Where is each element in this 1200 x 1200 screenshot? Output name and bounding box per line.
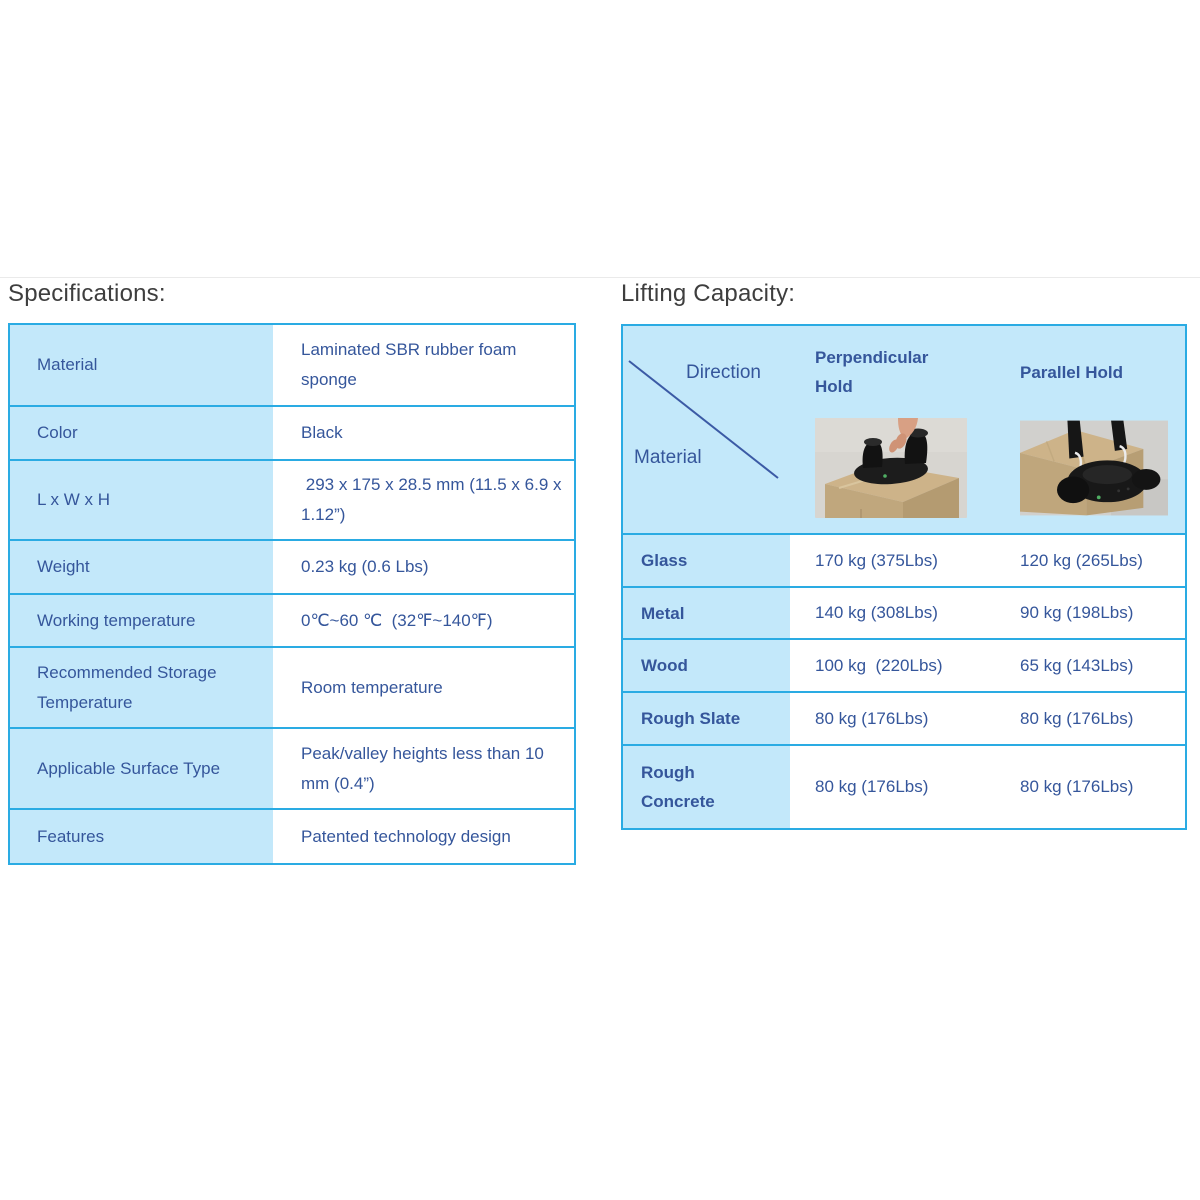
table-row [10,461,574,541]
spec-value-storage-temperature [273,648,574,727]
spec-value-color [273,407,574,459]
parallel-hold-photo [1020,418,1168,518]
cell-value: 170 kg (375Lbs) [815,550,938,570]
column-label-wrap [790,326,992,418]
table-row [10,810,574,863]
table-row [10,325,574,407]
lifting-capacity-heading: Lifting Capacity: [621,280,796,307]
row-label: Wood [641,656,688,675]
cell-value: 80 kg (176Lbs) [815,777,929,796]
row-label: Working temperature [37,610,196,630]
row-label: Metal [641,603,685,623]
metal-parallel-value [992,588,1185,638]
cell-value: 140 kg (308Lbs) [815,603,938,622]
column-label-wrap [992,326,1185,418]
row-value: Peak/valley heights less than 10 mm (0.4”) [301,743,549,793]
spec-label-working-temperature [10,595,273,646]
spec-value-working-temperature [273,595,574,646]
wood-perpendicular-value [790,640,992,691]
spec-label-material [10,325,273,405]
row-label: L x W x H [37,490,111,509]
specifications-table [8,323,576,865]
parallel-hold-column-header [992,326,1185,533]
table-row [10,648,574,729]
rough-slate-parallel-value [992,693,1185,744]
table-row [623,693,1185,746]
column-label: Perpendicular Hold [815,348,929,396]
table-row [623,746,1185,828]
spec-value-material [273,325,574,405]
capacity-material-rough-concrete [623,746,790,828]
row-label: Glass [641,551,688,570]
table-row [623,535,1185,588]
row-label: Recommended Storage Temperature [37,662,221,712]
perpendicular-hold-photo [815,418,967,518]
row-label: Rough Concrete [641,763,715,811]
row-value: Laminated SBR rubber foam sponge [301,340,522,389]
row-label: Weight [37,557,90,576]
spec-label-weight [10,541,273,593]
spec-label-color [10,407,273,459]
row-value: 0℃~60 ℃ (32℉~140℉) [301,610,493,630]
glass-perpendicular-value [790,535,992,586]
column-label: Parallel Hold [1020,362,1123,382]
specifications-heading: Specifications: [8,280,166,307]
capacity-material-wood [623,640,790,691]
cell-value: 80 kg (176Lbs) [815,708,929,728]
table-row [10,595,574,648]
capacity-material-metal [623,588,790,638]
row-value: 293 x 175 x 28.5 mm (11.5 x 6.9 x 1.12”) [301,475,567,524]
cell-value: 90 kg (198Lbs) [1020,603,1134,622]
table-row [623,640,1185,693]
spec-value-weight [273,541,574,593]
row-label: Color [37,423,78,442]
cell-value: 100 kg (220Lbs) [815,655,943,675]
material-axis-label: Material [634,447,702,468]
rough-concrete-parallel-value [992,746,1185,828]
row-label: Applicable Surface Type [37,758,221,778]
cell-value: 80 kg (176Lbs) [1020,708,1134,728]
spec-label-surface-type [10,729,273,808]
row-value: Patented technology design [301,826,511,846]
direction-material-corner-cell [623,326,790,533]
section-top-divider [0,277,1200,278]
table-row [623,588,1185,640]
row-label: Material [37,355,98,374]
wood-parallel-value [992,640,1185,691]
row-value: Room temperature [301,677,443,697]
spec-label-dimensions [10,461,273,539]
capacity-table-header [623,326,1185,535]
metal-perpendicular-value [790,588,992,638]
capacity-material-glass [623,535,790,586]
cell-value: 65 kg (143Lbs) [1020,655,1134,675]
spec-value-surface-type [273,729,574,808]
row-label: Features [37,826,105,846]
rough-slate-perpendicular-value [790,693,992,744]
glass-parallel-value [992,535,1185,586]
table-row [10,407,574,461]
spec-label-storage-temperature [10,648,273,727]
row-label: Rough Slate [641,709,741,728]
diagonal-divider-line [623,326,790,533]
spec-value-dimensions [273,461,574,539]
lifting-capacity-table [621,324,1187,830]
table-row [10,729,574,810]
cell-value: 120 kg (265Lbs) [1020,550,1143,570]
capacity-material-rough-slate [623,693,790,744]
row-value: Black [301,423,343,442]
direction-axis-label: Direction [686,362,761,383]
row-value: 0.23 kg (0.6 Lbs) [301,557,429,576]
cell-value: 80 kg (176Lbs) [1020,777,1134,796]
spec-label-features [10,810,273,863]
perpendicular-hold-column-header [790,326,992,533]
spec-value-features [273,810,574,863]
rough-concrete-perpendicular-value [790,746,992,828]
table-row [10,541,574,595]
